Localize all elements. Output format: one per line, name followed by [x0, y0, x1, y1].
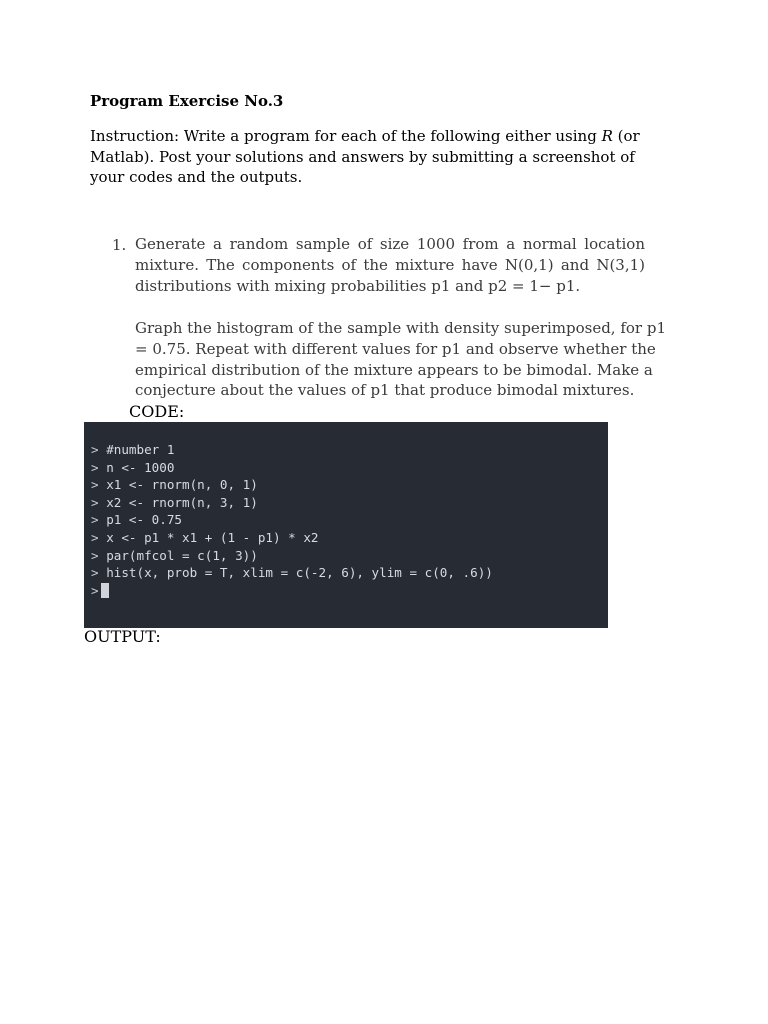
console-line — [91, 529, 608, 547]
instruction-line-1-after: (or — [612, 127, 640, 145]
console-prompt: > — [91, 459, 99, 475]
text-cursor — [101, 583, 109, 598]
console-line — [91, 476, 608, 494]
console-code: #number 1 — [106, 442, 175, 457]
console-prompt: > — [91, 512, 99, 528]
instruction-text — [90, 126, 670, 188]
console-prompt: > — [91, 547, 99, 563]
console-code: x <- p1 * x1 + (1 - p1) * x2 — [106, 529, 319, 545]
task-paragraph-2-line: Graph the histogram of the sample with density superimposed, for p1 — [135, 319, 667, 337]
task-paragraph-1-line: Generate a random sample of size 1000 from a normal location — [135, 235, 645, 253]
console-prompt: > — [91, 494, 99, 510]
instruction-line-1 — [90, 126, 670, 147]
console-line — [91, 441, 608, 459]
code-label: CODE: — [129, 402, 185, 421]
console-line — [91, 564, 608, 582]
task-paragraph-1-line: distributions with mixing probabilities p1 and p2 = 1− p1. — [135, 276, 581, 295]
task-paragraph-2-line: = 0.75. Repeat with different values for p1 and observe whether the — [135, 339, 656, 358]
console-line — [91, 511, 608, 529]
console-code: x1 <- rnorm(n, 0, 1) — [106, 477, 258, 493]
console-prompt: > — [91, 529, 99, 545]
console-prompt: > — [91, 442, 99, 457]
console-code: n <- 1000 — [106, 459, 175, 475]
task-paragraph-2-line: empirical distribution of the mixture appears to be bimodal. Make a — [135, 360, 653, 379]
task-paragraph-2 — [135, 318, 675, 401]
instruction-line-3: your codes and the outputs. — [90, 168, 303, 186]
exercise-title: Program Exercise No.3 — [90, 92, 284, 110]
console-prompt: > — [91, 477, 99, 493]
list-item-number: 1. — [112, 236, 127, 254]
task-paragraph-2-line: conjecture about the values of p1 that produce bimodal mixtures. — [135, 381, 635, 400]
console-input-line — [91, 582, 608, 600]
console-prompt: > — [91, 582, 99, 598]
code-console-screenshot — [84, 422, 608, 628]
console-code: hist(x, prob = T, xlim = c(-2, 6), ylim = c(0, .6)) — [106, 565, 493, 581]
console-code: p1 <- 0.75 — [106, 512, 183, 528]
instruction-line-1-before: Instruction: Write a program for each of the following either using — [90, 127, 602, 145]
console-code: par(mfcol = c(1, 3)) — [106, 547, 258, 563]
console-line — [91, 494, 608, 512]
console-line — [91, 459, 608, 477]
task-paragraph-1-line: mixture. The components of the mixture have N(0,1) and N(3,1) — [135, 255, 645, 274]
console-prompt: > — [91, 565, 99, 581]
output-label: OUTPUT: — [84, 627, 161, 646]
task-paragraph-1 — [135, 234, 645, 296]
console-line — [91, 547, 608, 565]
console-code: x2 <- rnorm(n, 3, 1) — [106, 494, 258, 510]
instruction-r-italic: R — [601, 127, 613, 145]
instruction-line-2: Matlab). Post your solutions and answers by submitting a screenshot of — [90, 147, 635, 166]
